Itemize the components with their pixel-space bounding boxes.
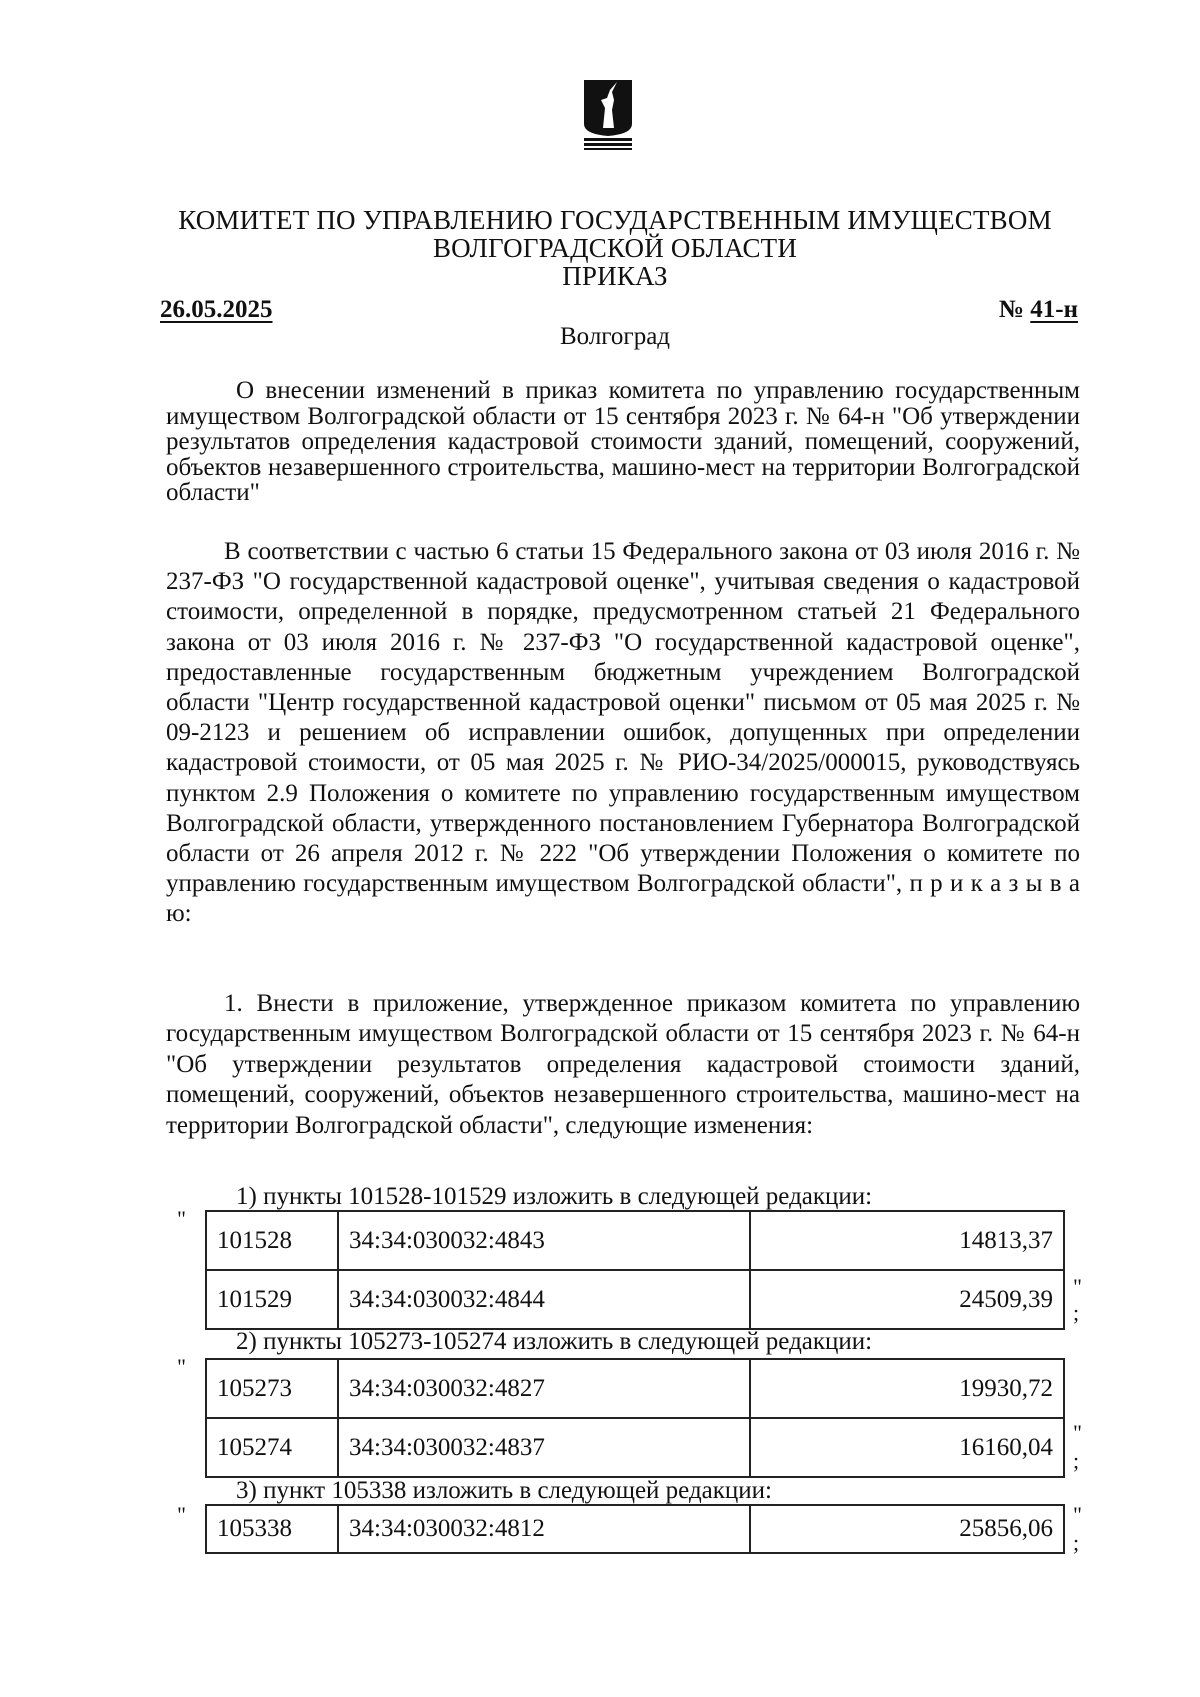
close-quote: " [1073,1274,1082,1299]
order-date: 26.05.2025 [160,296,273,323]
cadastral-value: 19930,72 [750,1359,1064,1418]
committee-name-line1: КОМИТЕТ ПО УПРАВЛЕНИЮ ГОСУДАРСТВЕННЫМ ИМУЩЕСТВОМ [178,205,1052,235]
subitem-1-text: 1) пункты 101528-101529 изложить в следующей редакции: [236,1183,873,1210]
table-row [206,1211,1064,1270]
item-1-paragraph: 1. Внести в приложение, утвержденное приказом комитета по управлению государственным имуществом Волгоградской области от 15 сентября 2023 г. № 64-н "Об утверждении результатов определения кадастровой стоимости зданий, помещений, сооружений, объектов незавершенного строительства, машино-мест на территории Волгоградской области", следующие изменения: [166,990,1080,1139]
cadastral-number: 34:34:030032:4837 [338,1418,750,1477]
open-quote: " [177,1354,186,1379]
preamble-paragraph: В соответствии с частью 6 статьи 15 Федерального закона от 03 июля 2016 г. № 237-ФЗ "О государственной кадастровой оценке", учитывая сведения о кадастровой стоимости, определенной в порядке, предусмотренном статьей 21 Федерального закона от 03 июля 2016 г. № 237-ФЗ "О государственной кадастровой оценке", предоставленные государственным бюджетным учреждением Волгоградской области "Центр государственной кадастровой оценки" письмом от 05 мая 2025 г. № 09-2123 и решением об исправлении ошибок, допущенных при определении кадастровой стоимости, от 05 мая 2025 г. № РИО-34/2025/000015, руководствуясь пунктом 2.9 Положения о комитете по управлению государственным имуществом Волгоградской области, утвержденного постановлением Губернатора Волгоградской области от 26 апреля 2012 г. № 222 "Об утверждении Положения о комитете по управлению государственным имуществом Волгоградской области", п р и к а з ы в а ю: [166,538,1080,928]
order-title: О внесении изменений в приказ комитета по управлению государственным имуществом Волгоградской области от 15 сентября 2023 г. № 64-н "Об утверждении результатов определения кадастровой стоимости зданий, помещений, сооружений, объектов незавершенного строительства, машино-мест на территории Волгоградской области" [166,377,1080,506]
replacement-table-2 [205,1358,1065,1478]
number-sign: № [998,296,1025,323]
coat-of-arms-emblem [581,78,635,150]
cadastral-value: 25856,06 [750,1505,1064,1553]
subitem-2-text: 2) пункты 105273-105274 изложить в следующей редакции: [236,1328,873,1355]
row-id: 101528 [206,1211,338,1270]
table-row [206,1505,1064,1553]
subitem-3-text: 3) пункт 105338 изложить в следующей редакции: [236,1477,772,1504]
table-row [206,1359,1064,1418]
close-quote: " [1073,1502,1082,1527]
row-id: 105338 [206,1505,338,1553]
replacement-table-3 [205,1504,1065,1554]
close-quote: " [1073,1420,1082,1445]
cadastral-number: 34:34:030032:4812 [338,1505,750,1553]
semicolon: ; [1073,1448,1080,1473]
semicolon: ; [1073,1530,1080,1555]
cadastral-number: 34:34:030032:4827 [338,1359,750,1418]
number-value: 41-н [1030,296,1078,323]
cadastral-value: 16160,04 [750,1418,1064,1477]
row-id: 101529 [206,1270,338,1329]
committee-name-line2: ВОЛГОГРАДСКОЙ ОБЛАСТИ [432,233,798,263]
open-quote: " [177,1502,186,1527]
replacement-table-1 [205,1210,1065,1330]
cadastral-value: 14813,37 [750,1211,1064,1270]
row-id: 105274 [206,1418,338,1477]
cadastral-number: 34:34:030032:4843 [338,1211,750,1270]
table-row [206,1270,1064,1329]
cadastral-number: 34:34:030032:4844 [338,1270,750,1329]
open-quote: " [177,1206,186,1231]
city: Волгоград [559,323,671,350]
table-row [206,1418,1064,1477]
semicolon: ; [1073,1300,1080,1325]
document-type: ПРИКАЗ [562,261,668,291]
cadastral-value: 24509,39 [750,1270,1064,1329]
order-number [999,296,1078,324]
row-id: 105273 [206,1359,338,1418]
